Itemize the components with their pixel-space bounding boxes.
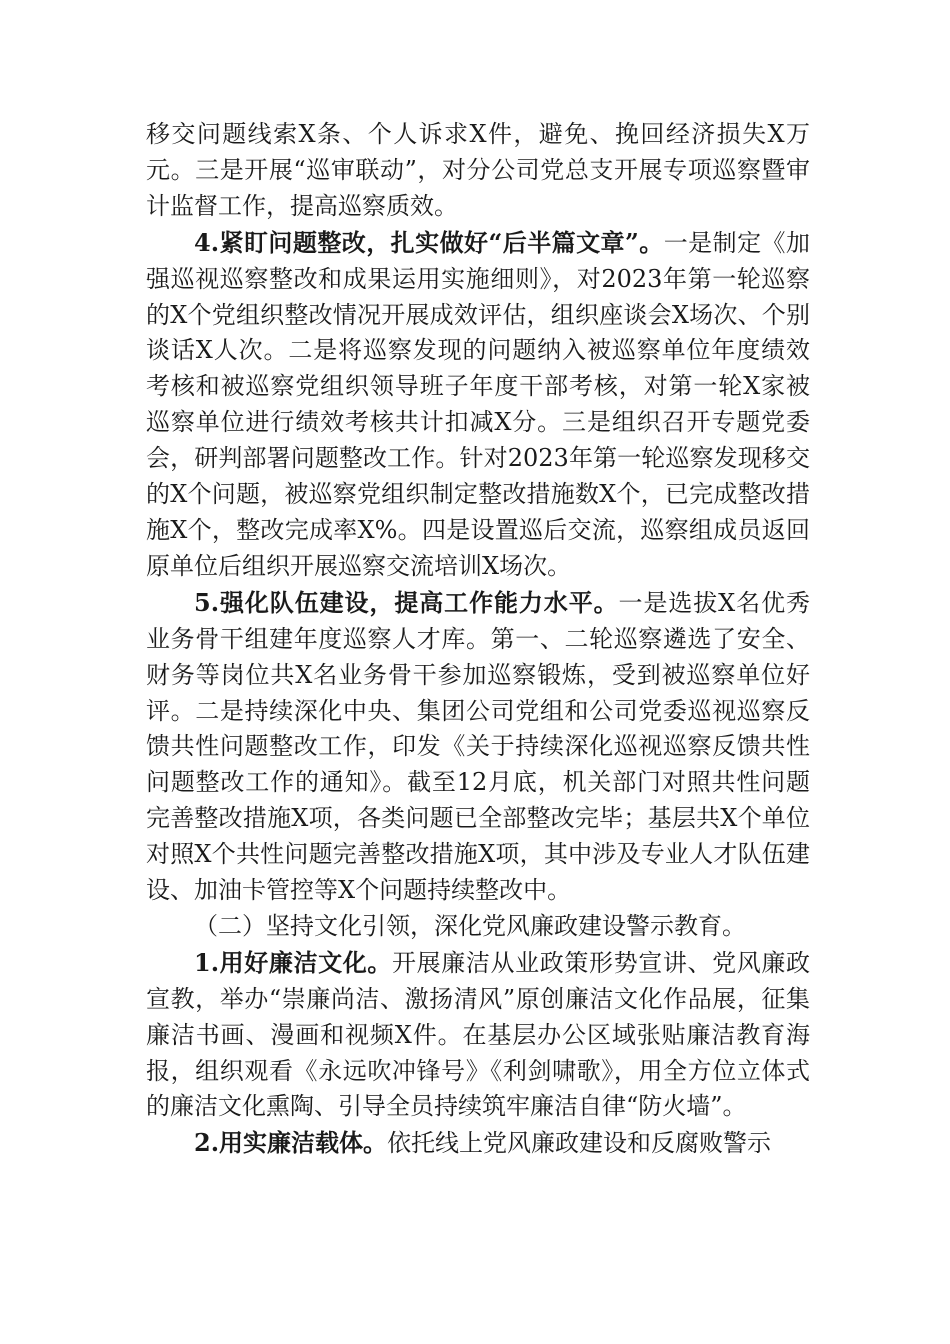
paragraph-text: 移交问题线索X条、个人诉求X件，避免、挽回经济损失X万元。三是开展“巡审联动”，对分公司党总支开展专项巡察暨审计监督工作，提高巡察质效。 <box>146 120 810 220</box>
paragraph-lead: 1.用好廉洁文化。 <box>194 947 393 977</box>
paragraph-integrity-culture <box>146 945 810 1126</box>
paragraph-problem-rectification <box>146 225 810 585</box>
paragraph-text: 一是选拔X名优秀业务骨干组建年度巡察人才库。第一、二轮巡察遴选了安全、财务等岗位共X名业务骨干参加巡察锻炼，受到被巡察单位好评。二是持续深化中央、集团公司党组和公司党委巡视巡察反馈共性问题整改工作，印发《关于持续深化巡视巡察反馈共性问题整改工作的通知》。截至12月底，机关部门对照共性问题完善整改措施X项，各类问题已全部整改完毕；基层共X个单位对照X个共性问题完善整改措施X项，其中涉及专业人才队伍建设、加油卡管控等X个问题持续整改中。 <box>146 588 810 905</box>
section-heading-text: （二）坚持文化引领，深化党风廉政建设警示教育。 <box>194 911 746 940</box>
paragraph-lead: 4.紧盯问题整改，扎实做好“后半篇文章”。 <box>194 227 664 257</box>
paragraph-text: 开展廉洁从业政策形势宣讲、党风廉政宣教，举办“崇廉尚洁、激扬清风”原创廉洁文化作品展，征集廉洁书画、漫画和视频X件。在基层办公区域张贴廉洁教育海报，组织观看《永远吹冲锋号》《利剑啸歌》，用全方位立体式的廉洁文化熏陶、引导全员持续筑牢廉洁自律“防火墙”。 <box>146 948 811 1121</box>
paragraph-lead: 5.强化队伍建设，提高工作能力水平。 <box>194 587 619 617</box>
paragraph-lead: 2.用实廉洁载体。 <box>194 1128 388 1158</box>
section-heading <box>146 909 810 945</box>
paragraph-text: 依托线上党风廉政建设和反腐败警示 <box>387 1129 772 1158</box>
paragraph-continuation <box>146 117 810 225</box>
document-body <box>146 117 810 1162</box>
paragraph-integrity-carrier <box>146 1125 810 1162</box>
paragraph-team-building <box>146 585 810 909</box>
paragraph-text: 一是制定《加强巡视巡察整改和成果运用实施细则》，对2023年第一轮巡察的X个党组织整改情况开展成效评估，组织座谈会X场次、个别谈话X人次。二是将巡察发现的问题纳入被巡察单位年度绩效考核和被巡察党组织领导班子年度干部考核，对第一轮X家被巡察单位进行绩效考核共计扣减X分。三是组织召开专题党委会，研判部署问题整改工作。针对2023年第一轮巡察发现移交的X个问题，被巡察党组织制定整改措施数X个，已完成整改措施X个，整改完成率X%。四是设置巡后交流，巡察组成员返回原单位后组织开展巡察交流培训X场次。 <box>146 228 810 580</box>
